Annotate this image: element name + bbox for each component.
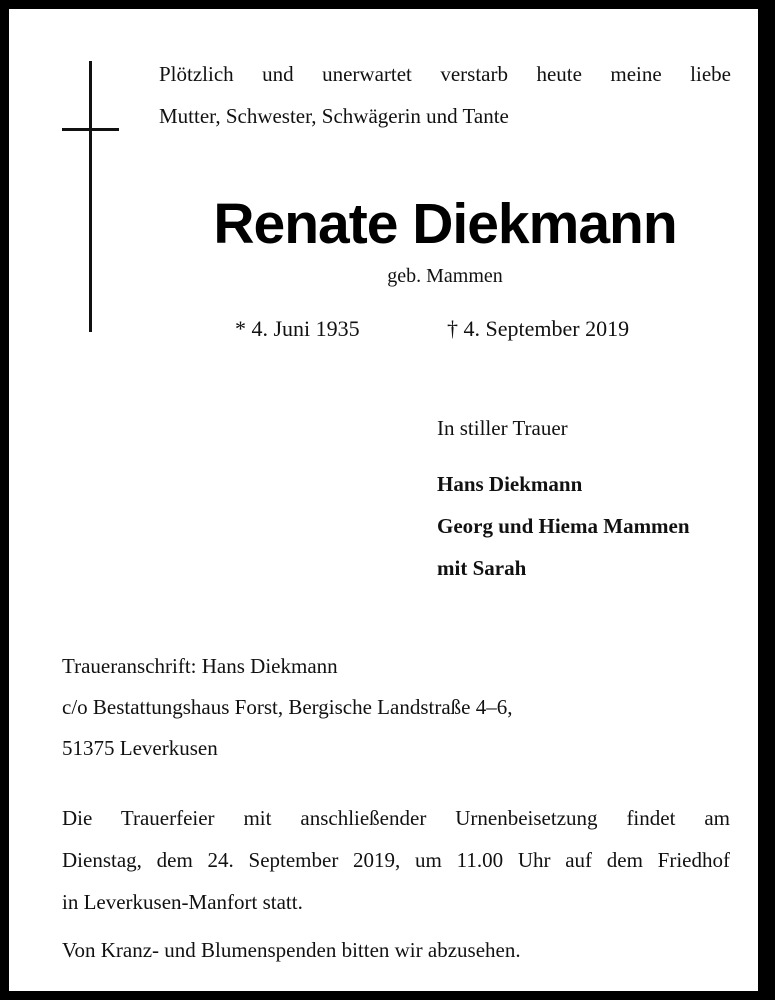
intro-text	[159, 53, 731, 137]
intro-line-2: Mutter, Schwester, Schwägerin und Tante	[159, 104, 509, 128]
cross-icon	[89, 61, 92, 332]
mourner-name: mit Sarah	[437, 556, 527, 580]
address-line-2: c/o Bestattungshaus Forst, Bergische Landstraße 4–6,	[62, 695, 513, 719]
birth-date: * 4. Juni 1935	[235, 316, 360, 341]
flowers-note: Von Kranz- und Blumenspenden bitten wir abzusehen.	[62, 938, 521, 962]
cross-icon-bar	[62, 128, 119, 131]
obituary-notice	[9, 9, 758, 991]
mourner-name: Hans Diekmann	[437, 472, 583, 496]
funeral-service-text	[62, 797, 730, 923]
address-line-3: 51375 Leverkusen	[62, 736, 218, 760]
mourning-address	[62, 646, 512, 769]
mourner-name: Georg und Hiema Mammen	[437, 514, 690, 538]
deceased-name: Renate Diekmann	[213, 192, 677, 256]
mourners-list	[437, 463, 690, 589]
maiden-name: geb. Mammen	[387, 265, 503, 287]
service-line-1: Die Trauerfeier mit anschließender Urnenbeisetzung findet am	[62, 806, 730, 830]
address-line-1: Traueranschrift: Hans Diekmann	[62, 654, 338, 678]
mourning-heading: In stiller Trauer	[437, 416, 568, 440]
service-line-2: Dienstag, dem 24. September 2019, um 11.00 Uhr auf dem Friedhof	[62, 848, 730, 872]
intro-line-1: Plötzlich und unerwartet verstarb heute meine liebe	[159, 62, 731, 86]
death-date: † 4. September 2019	[447, 316, 630, 341]
service-line-3: in Leverkusen-Manfort statt.	[62, 890, 303, 914]
